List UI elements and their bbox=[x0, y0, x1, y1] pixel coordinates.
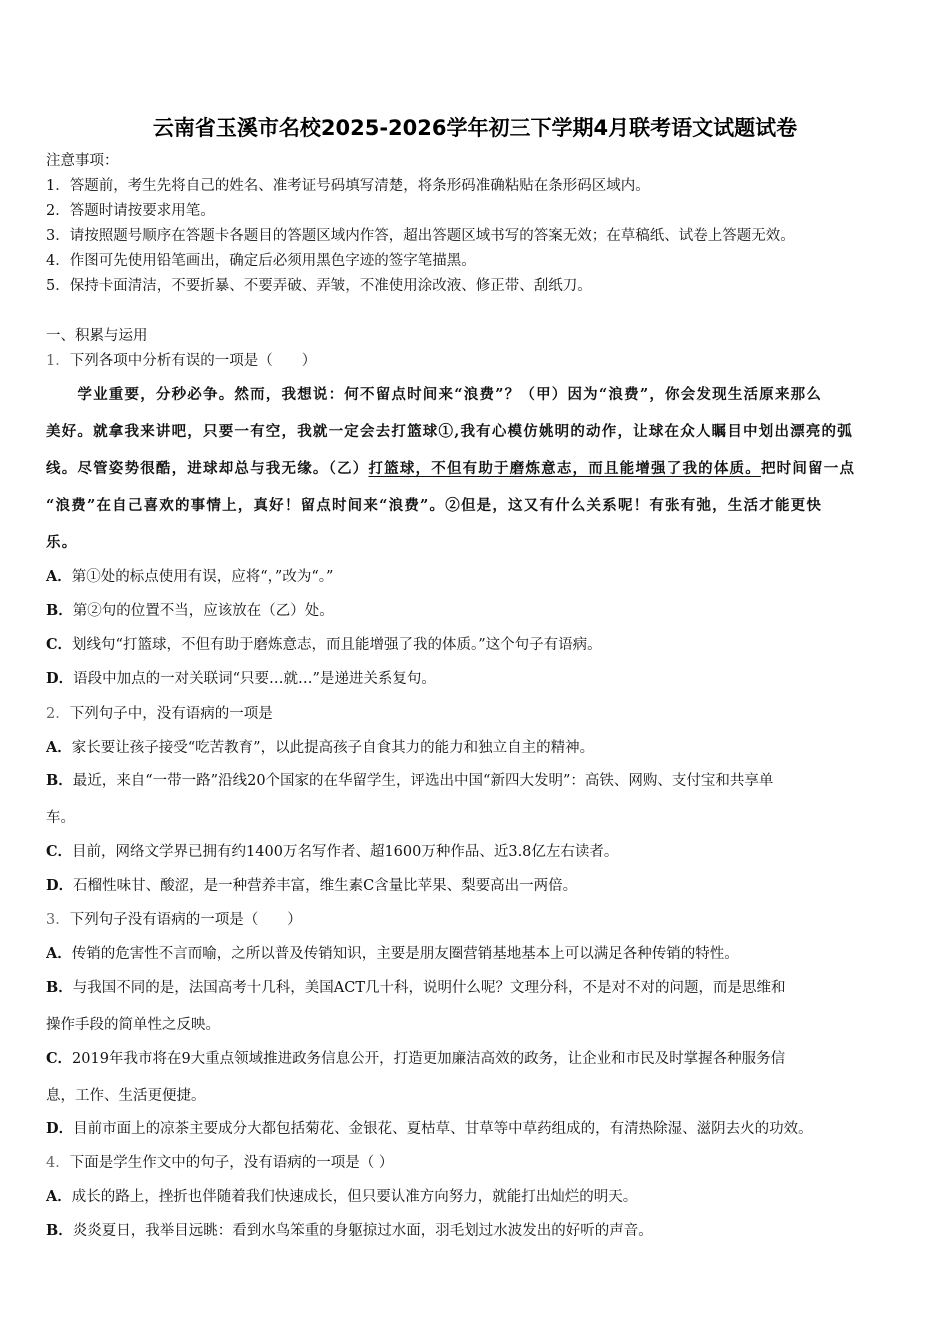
question-2-stem bbox=[46, 704, 273, 724]
section-heading: 一、积累与运用 bbox=[46, 328, 148, 344]
option-a bbox=[46, 944, 739, 964]
option-letter: A． bbox=[46, 1188, 72, 1205]
option-text: 成长的路上，挫折也伴随着我们快速成长，但只要认准方向努力，就能打出灿烂的明天。 bbox=[71, 1189, 638, 1205]
notice-item: 4．作图可先使用铅笔画出，确定后必须用黑色字迹的签字笔描黑。 bbox=[46, 253, 476, 269]
page-title: 云南省玉溪市名校2025-2026学年初三下学期4月联考语文试题试卷 bbox=[152, 116, 798, 140]
question-text: 下面是学生作文中的句子，没有语病的一项是（ ） bbox=[69, 1155, 394, 1171]
passage-line: 学业重要，分秒必争。然而，我想说：何不留点时间来“浪费”？（甲）因为“浪费”，你会发现生活原来那么 bbox=[46, 386, 823, 403]
option-letter: B． bbox=[46, 602, 73, 619]
passage-line: 乐。 bbox=[46, 534, 78, 551]
option-d bbox=[46, 876, 577, 896]
option-text: 石榴性味甘、酸涩，是一种营养丰富，维生素C含量比苹果、梨要高出一两倍。 bbox=[73, 878, 578, 894]
option-c-continued: 息，工作、生活更便捷。 bbox=[46, 1088, 206, 1104]
option-text: 第①处的标点使用有误，应将“，”改为“。” bbox=[71, 569, 334, 585]
option-c bbox=[46, 842, 618, 862]
passage-line bbox=[46, 459, 855, 479]
question-number: 3． bbox=[46, 912, 70, 928]
option-text: 目前市面上的凉茶主要成分大都包括菊花、金银花、夏枯草、甘草等中草药组成的，有清热除湿、滋阴去火的功效。 bbox=[73, 1121, 813, 1137]
option-d bbox=[46, 669, 436, 689]
option-a bbox=[46, 1187, 637, 1207]
option-c bbox=[46, 1049, 785, 1069]
question-1-stem bbox=[46, 351, 316, 371]
option-a bbox=[46, 567, 333, 587]
notice-item: 1．答题前，考生先将自己的姓名、准考证号码填写清楚，将条形码准确粘贴在条形码区域内。 bbox=[46, 178, 650, 194]
option-b bbox=[46, 1221, 653, 1241]
option-text: 第②句的位置不当，应该放在（乙）处。 bbox=[72, 603, 334, 619]
option-text: 2019年我市将在9大重点领域推进政务信息公开，打造更加廉洁高效的政务，让企业和市民及时掌握各种服务信 bbox=[72, 1051, 786, 1067]
option-letter: B． bbox=[46, 772, 73, 789]
option-text: 目前，网络文学界已拥有约1400万名写作者、超1600万种作品、近3.8亿左右读者。 bbox=[72, 844, 619, 860]
question-number: 1． bbox=[46, 353, 70, 369]
option-b bbox=[46, 978, 786, 998]
option-letter: C． bbox=[46, 843, 73, 860]
option-text: 炎炎夏日，我举目远眺：看到水鸟笨重的身躯掠过水面，羽毛划过水波发出的好听的声音。 bbox=[72, 1223, 653, 1239]
option-c bbox=[46, 635, 602, 655]
option-text: 家长要让孩子接受“吃苦教育”，以此提高孩子自食其力的能力和独立自主的精神。 bbox=[71, 740, 595, 756]
question-4-stem bbox=[46, 1153, 393, 1173]
notice-heading: 注意事项： bbox=[46, 153, 119, 169]
question-text: 下列各项中分析有误的一项是（ ） bbox=[69, 353, 317, 369]
option-b bbox=[46, 601, 334, 621]
question-number: 4． bbox=[46, 1155, 70, 1171]
option-letter: D． bbox=[46, 1120, 74, 1137]
notice-item: 5．保持卡面清洁，不要折暴、不要弄破、弄皱，不准使用涂改液、修正带、刮纸刀。 bbox=[46, 278, 592, 294]
option-text: 最近，来自“一带一路”沿线20个国家的在华留学生，评选出中国“新四大发明”：高铁、网购、支付宝和共享单 bbox=[72, 773, 774, 789]
option-letter: C． bbox=[46, 636, 73, 653]
option-text: 传销的危害性不言而喻，之所以普及传销知识，主要是朋友圈营销基地基本上可以满足各种传销的特性。 bbox=[71, 946, 739, 962]
question-text: 下列句子中，没有语病的一项是 bbox=[69, 706, 273, 722]
option-letter: A． bbox=[46, 568, 72, 585]
passage-text: 把时间留一点 bbox=[760, 460, 856, 477]
question-text: 下列句子没有语病的一项是（ ） bbox=[69, 912, 302, 928]
question-3-stem bbox=[46, 910, 302, 930]
option-a bbox=[46, 738, 594, 758]
notice-item: 2．答题时请按要求用笔。 bbox=[46, 203, 215, 219]
option-letter: D． bbox=[46, 670, 74, 687]
option-b-continued: 操作手段的简单性之反映。 bbox=[46, 1017, 220, 1033]
option-text: 与我国不同的是，法国高考十几科，美国ACT几十科，说明什么呢？文理分科，不是对不对的问题，而是思维和 bbox=[72, 980, 786, 996]
notice-item: 3．请按照题号顺序在答题卡各题目的答题区域内作答，超出答题区域书写的答案无效；在草稿纸、试卷上答题无效。 bbox=[46, 228, 795, 244]
option-letter: D． bbox=[46, 877, 74, 894]
underlined-sentence: 打篮球，不但有助于磨炼意志，而且能增强了我的体质。 bbox=[368, 460, 761, 477]
option-text: 划线句“打篮球，不但有助于磨炼意志，而且能增强了我的体质。”这个句子有语病。 bbox=[72, 637, 602, 653]
option-letter: B． bbox=[46, 1222, 73, 1239]
question-number: 2． bbox=[46, 706, 70, 722]
option-letter: A． bbox=[46, 945, 72, 962]
option-letter: B． bbox=[46, 979, 73, 996]
passage-line: “浪费”在自己喜欢的事情上，真好！留点时间来“浪费”。②但是，这又有什么关系呢！有张有弛，生活才能更快 bbox=[46, 497, 823, 514]
option-b-continued: 车。 bbox=[46, 810, 75, 826]
passage-line: 美好。就拿我来讲吧，只要一有空，我就一定会去打篮球①,我有心模仿姚明的动作，让球在众人瞩目中划出漂亮的弧 bbox=[46, 423, 853, 440]
option-d bbox=[46, 1119, 813, 1139]
passage-text: 线。尽管姿势很酷，进球却总与我无缘。（乙） bbox=[46, 460, 369, 477]
option-letter: C． bbox=[46, 1050, 73, 1067]
option-text: 语段中加点的一对关联词“只要…就…”是递进关系复句。 bbox=[73, 671, 436, 687]
option-b bbox=[46, 771, 773, 791]
option-letter: A． bbox=[46, 739, 72, 756]
